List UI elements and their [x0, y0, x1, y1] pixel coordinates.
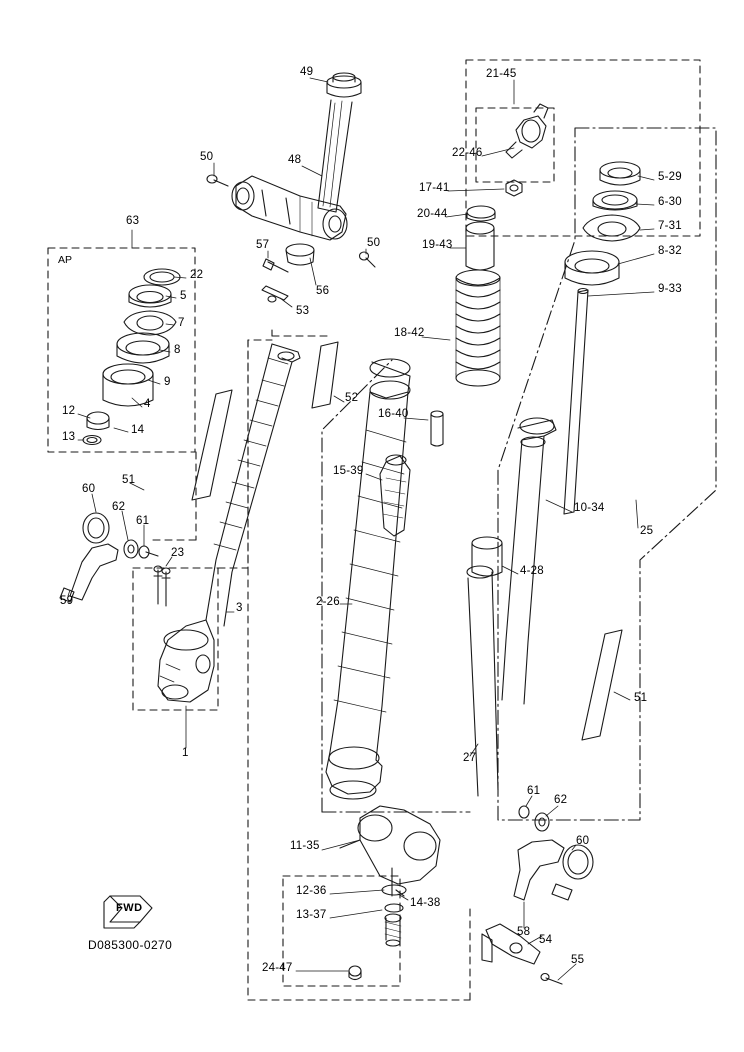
- fwd-label: FWD: [116, 902, 143, 914]
- part-57: [263, 259, 288, 272]
- part-5-29: [600, 162, 640, 185]
- part-7-31: [583, 215, 640, 241]
- callout-11-35: 11-35: [290, 840, 320, 852]
- callout-14: 14: [131, 424, 145, 436]
- callout-20-44: 20-44: [417, 208, 448, 220]
- part-1: [158, 620, 214, 702]
- part-10-34: [502, 418, 556, 704]
- group-box-25: [498, 128, 716, 820]
- callout-12-36: 12-36: [296, 885, 327, 897]
- callout-55: 55: [571, 954, 585, 966]
- callout-8-32: 8-32: [658, 245, 682, 257]
- group-box-63: [48, 248, 195, 452]
- part-50-right: [360, 252, 376, 267]
- part-53: [262, 286, 288, 302]
- ap-group-tag: AP: [58, 254, 73, 266]
- callout-52: 52: [345, 392, 359, 404]
- callout-3: 3: [236, 602, 243, 614]
- callout-61-left: 61: [136, 515, 150, 527]
- callout-23: 23: [171, 547, 185, 559]
- callout-1: 1: [182, 747, 189, 759]
- part-9-33: [564, 289, 588, 515]
- part-51-left: [192, 390, 232, 500]
- part-58: [514, 840, 572, 900]
- part-61-left: [139, 546, 158, 558]
- callout-27: 27: [463, 752, 477, 764]
- callout-15-39: 15-39: [333, 465, 364, 477]
- callout-61-right: 61: [527, 785, 541, 797]
- part-56: [232, 176, 347, 265]
- part-61-right: [519, 806, 529, 818]
- part-51-right: [582, 630, 622, 740]
- part-13: [83, 436, 101, 445]
- part-6-30: [593, 191, 637, 210]
- callout-14-38: 14-38: [410, 897, 441, 909]
- part-55: [541, 974, 562, 985]
- callout-22-46: 22-46: [452, 147, 483, 159]
- diagram-part-code: D085300-0270: [88, 938, 173, 952]
- callout-8: 8: [174, 344, 181, 356]
- callout-22: 22: [190, 269, 204, 281]
- part-49: [327, 73, 361, 97]
- callout-9-33: 9-33: [658, 283, 682, 295]
- callout-17-41: 17-41: [419, 182, 450, 194]
- callout-51-left: 51: [122, 474, 136, 486]
- callout-60-right: 60: [576, 835, 590, 847]
- part-5: [129, 285, 171, 307]
- callout-57: 57: [256, 239, 270, 251]
- callout-59: 59: [60, 595, 74, 607]
- callout-60-left: 60: [82, 483, 96, 495]
- callout-16-40: 16-40: [378, 408, 409, 420]
- callout-13-37: 13-37: [296, 909, 327, 921]
- callout-6-30: 6-30: [658, 196, 682, 208]
- callout-49: 49: [300, 66, 314, 78]
- callout-13: 13: [62, 431, 76, 443]
- part-12: [87, 412, 109, 430]
- part-60-right: [563, 845, 593, 879]
- callout-7-31: 7-31: [658, 220, 682, 232]
- callout-5: 5: [180, 290, 187, 302]
- part-4-28: [472, 537, 502, 576]
- part-60-left: [83, 513, 109, 543]
- callout-9: 9: [164, 376, 171, 388]
- part-15-39: [380, 455, 410, 536]
- part-3: [206, 344, 300, 626]
- callout-50-left: 50: [200, 151, 214, 163]
- part-54: [482, 924, 540, 964]
- part-23: [154, 566, 170, 606]
- callout-58: 58: [517, 926, 531, 938]
- callout-48: 48: [288, 154, 302, 166]
- part-8: [117, 333, 169, 363]
- callout-12: 12: [62, 405, 76, 417]
- callout-7: 7: [178, 317, 185, 329]
- callout-63: 63: [126, 215, 140, 227]
- callout-21-45: 21-45: [486, 68, 517, 80]
- callout-54: 54: [539, 934, 553, 946]
- part-20-44: [467, 206, 495, 221]
- callout-5-29: 5-29: [658, 171, 682, 183]
- callout-2-26: 2-26: [316, 596, 340, 608]
- part-7: [124, 311, 176, 335]
- part-50-left: [207, 175, 228, 186]
- part-16-40: [431, 411, 443, 446]
- callout-24-47: 24-47: [262, 962, 293, 974]
- part-19-43: [466, 222, 494, 270]
- part-62-left: [124, 540, 138, 558]
- callout-25: 25: [640, 525, 654, 537]
- callout-50-right: 50: [367, 237, 381, 249]
- part-62-right: [535, 813, 549, 831]
- part-18-42: [456, 270, 500, 386]
- part-17-41: [506, 180, 522, 196]
- part-27: [326, 566, 498, 799]
- callout-51-right: 51: [634, 692, 648, 704]
- part-22-46: [506, 104, 548, 158]
- part-22: [144, 269, 180, 285]
- callout-19-43: 19-43: [422, 239, 453, 251]
- part-14-38: [396, 890, 404, 896]
- callout-53: 53: [296, 305, 310, 317]
- callout-4-28: 4-28: [520, 565, 544, 577]
- lower-bracket: [349, 806, 440, 980]
- part-59: [60, 544, 118, 602]
- callout-18-42: 18-42: [394, 327, 425, 339]
- part-48: [318, 100, 352, 212]
- callout-10-34: 10-34: [574, 502, 605, 514]
- part-8-32: [565, 251, 619, 285]
- part-11-35: [340, 840, 360, 848]
- part-52: [312, 342, 338, 408]
- callout-62-left: 62: [112, 501, 126, 513]
- callout-4: 4: [144, 398, 151, 410]
- callout-62-right: 62: [554, 794, 568, 806]
- callout-56: 56: [316, 285, 330, 297]
